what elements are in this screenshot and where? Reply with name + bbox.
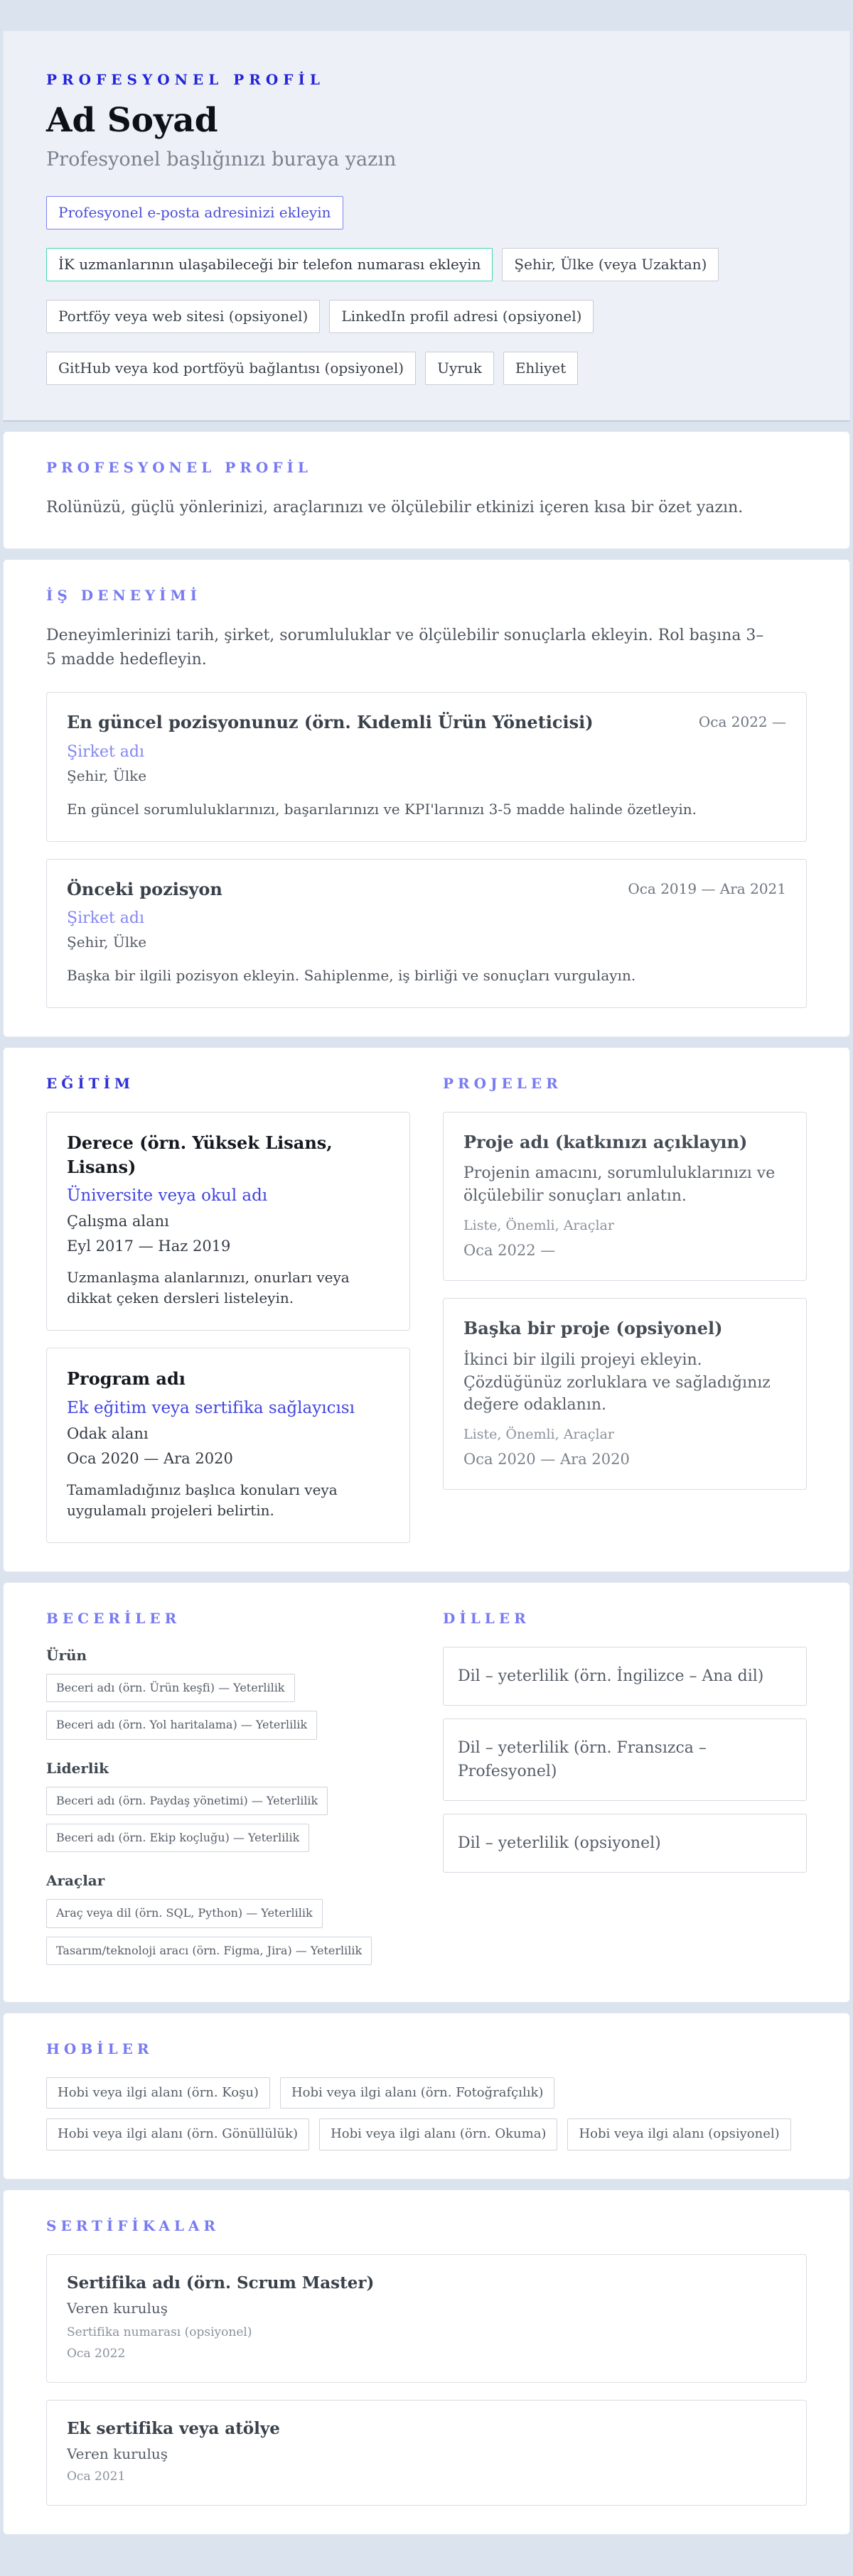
- skill-field-chip[interactable]: Tasarım/teknoloji aracı (örn. Figma, Jira) — Yeterlilik: [46, 1937, 372, 1965]
- education-card: [46, 1112, 410, 1331]
- project-title: Başka bir proje (opsiyonel): [463, 1318, 723, 1339]
- language-field-box[interactable]: Dil – yeterlilik (örn. Fransızca – Profesyonel): [443, 1719, 807, 1801]
- section-summary: [3, 431, 850, 549]
- education-card-list: [46, 1112, 410, 1543]
- certificate-number: Sertifika numarası (opsiyonel): [67, 2325, 252, 2339]
- field-of-study: Odak alanı: [67, 1424, 149, 1442]
- header-tagline: Profesyonel başlığınızı buraya yazın: [46, 148, 397, 171]
- project-card: [443, 1112, 807, 1281]
- skill-row: [46, 1711, 410, 1739]
- summary-body: Rolünüzü, güçlü yönlerinizi, araçlarınızı ve ölçülebilir etkinizi içeren kısa bir özet yazın.: [46, 499, 744, 516]
- education-column: [46, 1075, 410, 1543]
- projects-column: [443, 1075, 807, 1543]
- experience-card-list: [46, 692, 807, 1008]
- languages-column: [443, 1610, 807, 1974]
- experience-card-header: [67, 878, 786, 901]
- project-title: Proje adı (katkınızı açıklayın): [463, 1132, 748, 1153]
- education-heading: EĞİTİM: [46, 1075, 135, 1093]
- skill-group: [46, 1760, 410, 1853]
- certificate-name: Ek sertifika veya atölye: [67, 2418, 280, 2438]
- certificate-date: Oca 2021: [67, 2469, 126, 2484]
- certificate-date: Oca 2022: [67, 2346, 126, 2361]
- project-description: İkinci bir ilgili projeyi ekleyin. Çözdüğünüz zorluklara ve sağladığınız değere odaklanın.: [463, 1351, 771, 1414]
- position-description: En güncel sorumluluklarınızı, başarılarınızı ve KPI'larınızı 3-5 madde halinde özetleyin.: [67, 800, 697, 818]
- hobby-chip-list: [46, 2077, 807, 2150]
- project-description: Projenin amacını, sorumluluklarınızı ve ölçülebilir sonuçları anlatın.: [463, 1164, 776, 1206]
- contact-field-chip[interactable]: Ehliyet: [503, 352, 578, 385]
- languages-heading: DİLLER: [443, 1609, 530, 1627]
- skill-row: [46, 1937, 410, 1965]
- position-description: Başka bir ilgili pozisyon ekleyin. Sahiplenme, iş birliği ve sonuçları vurgulayın.: [67, 967, 636, 985]
- resume-header: [3, 31, 850, 421]
- certification-card: [46, 2400, 807, 2506]
- section-education-projects: [3, 1047, 850, 1572]
- skill-chip-list: [46, 1674, 410, 1740]
- position-title: Önceki pozisyon: [67, 878, 222, 899]
- contact-field-chip[interactable]: LinkedIn profil adresi (opsiyonel): [329, 300, 594, 333]
- project-card: [443, 1298, 807, 1490]
- company-name: Şirket adı: [67, 742, 145, 761]
- summary-heading: PROFESYONEL PROFİL: [46, 459, 312, 476]
- hobby-field-chip[interactable]: Hobi veya ilgi alanı (örn. Fotoğrafçılık): [280, 2077, 555, 2109]
- skill-chip-list: [46, 1787, 410, 1853]
- hobby-field-chip[interactable]: Hobi veya ilgi alanı (opsiyonel): [567, 2118, 790, 2150]
- skill-group: [46, 1647, 410, 1740]
- language-field-box[interactable]: Dil – yeterlilik (örn. İngilizce – Ana dil): [443, 1647, 807, 1706]
- section-skills-languages: [3, 1582, 850, 2003]
- skill-field-chip[interactable]: Beceri adı (örn. Ürün keşfi) — Yeterlilik: [46, 1674, 295, 1702]
- skill-field-chip[interactable]: Beceri adı (örn. Yol haritalama) — Yeterlilik: [46, 1711, 317, 1739]
- skill-row: [46, 1899, 410, 1927]
- education-description: Tamamladığınız başlıca konuları veya uygulamalı projeleri belirtin.: [67, 1481, 338, 1519]
- certification-card-list: [46, 2254, 807, 2506]
- skill-row: [46, 1787, 410, 1815]
- skill-field-chip[interactable]: Beceri adı (örn. Ekip koçluğu) — Yeterlilik: [46, 1824, 309, 1852]
- education-dates: Eyl 2017 — Haz 2019: [67, 1238, 231, 1255]
- skill-field-chip[interactable]: Beceri adı (örn. Paydaş yönetimi) — Yeterlilik: [46, 1787, 328, 1815]
- experience-card: [46, 692, 807, 841]
- language-field-box[interactable]: Dil – yeterlilik (opsiyonel): [443, 1814, 807, 1873]
- section-certifications: [3, 2190, 850, 2535]
- skill-group: [46, 1872, 410, 1965]
- contact-field-chip[interactable]: İK uzmanlarının ulaşabileceği bir telefon numarası ekleyin: [46, 248, 493, 281]
- degree-title: Derece (örn. Yüksek Lisans, Lisans): [67, 1132, 333, 1177]
- education-card: [46, 1348, 410, 1543]
- project-tags: Liste, Önemli, Araçlar: [463, 1218, 614, 1234]
- skill-field-chip[interactable]: Araç veya dil (örn. SQL, Python) — Yeterlilik: [46, 1899, 323, 1927]
- skill-chip-list: [46, 1899, 410, 1965]
- hobby-field-chip[interactable]: Hobi veya ilgi alanı (örn. Gönüllülük): [46, 2118, 309, 2150]
- language-box-list: [443, 1647, 807, 1873]
- position-title: En güncel pozisyonunuz (örn. Kıdemli Ürün Yöneticisi): [67, 712, 594, 733]
- project-tags: Liste, Önemli, Araçlar: [463, 1427, 614, 1443]
- degree-title: Program adı: [67, 1368, 186, 1390]
- contact-field-chip[interactable]: Şehir, Ülke (veya Uzaktan): [502, 248, 719, 281]
- skill-group-name: Liderlik: [46, 1759, 109, 1777]
- section-hobbies: [3, 2013, 850, 2180]
- section-experience: [3, 559, 850, 1037]
- field-of-study: Çalışma alanı: [67, 1213, 169, 1230]
- project-dates: Oca 2020 — Ara 2020: [463, 1451, 630, 1468]
- contact-field-chip[interactable]: Portföy veya web sitesi (opsiyonel): [46, 300, 320, 333]
- contact-field-chip[interactable]: GitHub veya kod portföyü bağlantısı (opsiyonel): [46, 352, 416, 385]
- hobby-field-chip[interactable]: Hobi veya ilgi alanı (örn. Okuma): [319, 2118, 557, 2150]
- experience-heading: İŞ DENEYİMİ: [46, 587, 202, 605]
- skills-column: [46, 1610, 410, 1974]
- hobby-field-chip[interactable]: Hobi veya ilgi alanı (örn. Koşu): [46, 2077, 270, 2109]
- certification-card: [46, 2254, 807, 2383]
- position-dates: Oca 2019 — Ara 2021: [628, 880, 786, 897]
- skills-heading: BECERİLER: [46, 1609, 181, 1627]
- projects-heading: PROJELER: [443, 1075, 562, 1093]
- contact-field-chip[interactable]: Profesyonel e-posta adresinizi ekleyin: [46, 196, 343, 229]
- position-location: Şehir, Ülke: [67, 767, 147, 784]
- contact-field-chip[interactable]: Uyruk: [425, 352, 494, 385]
- certificate-issuer: Veren kuruluş: [67, 2445, 168, 2462]
- contact-chip-list: [46, 196, 807, 385]
- certificate-issuer: Veren kuruluş: [67, 2299, 168, 2317]
- school-name: Üniversite veya okul adı: [67, 1186, 268, 1206]
- project-dates: Oca 2022 —: [463, 1242, 556, 1260]
- experience-card: [46, 859, 807, 1008]
- experience-card-header: [67, 711, 786, 734]
- school-name: Ek eğitim veya sertifika sağlayıcısı: [67, 1398, 355, 1417]
- header-overline: PROFESYONEL PROFİL: [46, 71, 325, 88]
- certifications-heading: SERTİFİKALAR: [46, 2217, 220, 2234]
- education-dates: Oca 2020 — Ara 2020: [67, 1449, 233, 1467]
- certificate-name: Sertifika adı (örn. Scrum Master): [67, 2273, 375, 2293]
- education-description: Uzmanlaşma alanlarınızı, onurları veya dikkat çeken dersleri listeleyin.: [67, 1269, 350, 1307]
- skill-row: [46, 1674, 410, 1702]
- experience-intro: Deneyimlerinizi tarih, şirket, sorumluluklar ve ölçülebilir sonuçlarla ekleyin. Rol başına 3–5 madde hedefleyin.: [46, 627, 764, 669]
- position-location: Şehir, Ülke: [67, 933, 147, 951]
- skill-group-name: Ürün: [46, 1646, 87, 1664]
- hobbies-heading: HOBİLER: [46, 2040, 154, 2058]
- skill-group-name: Araçlar: [46, 1872, 105, 1890]
- name-heading: Ad Soyad: [46, 101, 218, 140]
- skill-group-list: [46, 1647, 410, 1965]
- skill-row: [46, 1824, 410, 1852]
- position-dates: Oca 2022 —: [698, 713, 786, 731]
- project-card-list: [443, 1112, 807, 1490]
- company-name: Şirket adı: [67, 909, 145, 928]
